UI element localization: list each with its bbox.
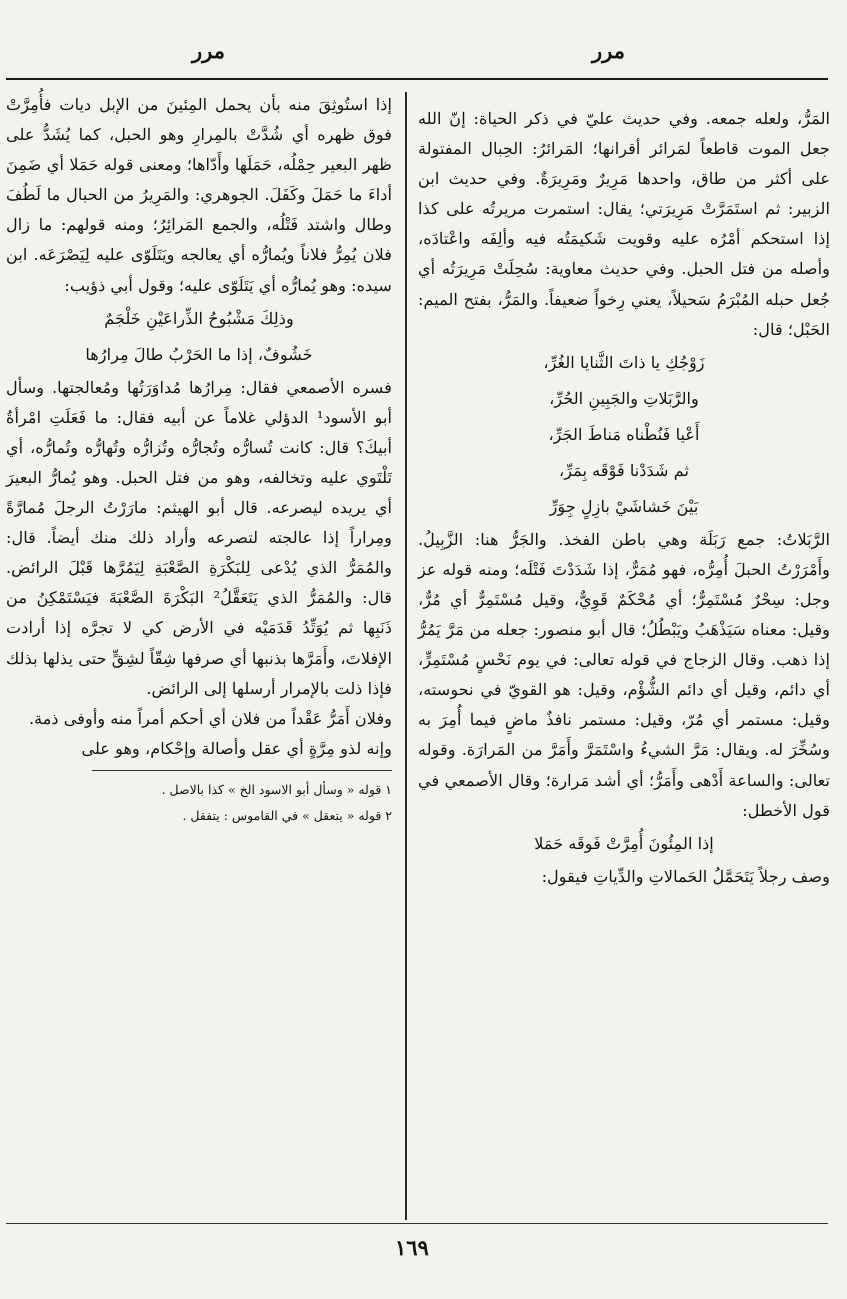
header-word-right: مرر: [592, 38, 625, 63]
right-column: [418, 104, 830, 892]
left-poem: [6, 301, 392, 373]
poem-line: بَيْنَ خَشاشَيْ بازِلٍ جِوَرِّ: [549, 496, 699, 516]
poem-line: والرَّبَلاتِ والجَبِينِ الحُرِّ،: [549, 388, 699, 408]
footnotes: [6, 770, 392, 829]
page-number: ١٦٩: [395, 1235, 429, 1260]
poem-line: ثم شَدَدْنا فَوْقَه بِمَرِّ،: [559, 460, 689, 480]
left-paragraph-2: فسره الأصمعي فقال: مِرارُها مُداوَرَتُها ومُعالجتها. وسأل أبو الأسود¹ الدؤلي غلاماً عن أبيه فقال: ما فَعَلَتِ امْرأةُ أبيكَ؟ قال: كانت تُسارُّه وتُجارُّه وتُزارُّه وتُهارُّه وتُمارُّه، أي تَلْتَوي عليه وتخالفه، وهو من فتل الحبل. وهو يُمارُّ البعيرَ أي يريده ليصرعه. قال أبو الهيثم: مارَرْتُ الرجلَ مُمارَّةً ومِراراً إذا عالجته لتصرعه وأراد ذلك منك أيضاً. قال: والمُمَرُّ الذي يُدْعى لِلبَكْرَةِ الصَّعْبَةِ لِيَمُرَّها قَبْلَ الرائض. قال: والمُمَرُّ الذي يَتَعَقَّلُ² البَكْرَةَ الصَّعْبَةَ فيَسْتَمْكِنُ من ذَنَبِها ثم يُوَتِّدُ قَدَمَيْه في الأرض كي لا تجرَّه إذا أرادت الإفلاتَ، وأَمَرَّها بذنبها أي صرفها شِقّاً لشِقٍّ حتى يذلها بذلك فإذا ذلت بالإمرار أرسلها إلى الرائض.: [6, 377, 393, 698]
left-paragraph-4: وإنه لذو مِرَّةٍ أي عقل وأصالة وإحْكام، وهو على: [81, 738, 392, 758]
right-poem: [418, 345, 830, 525]
right-paragraph-3: وصف رجلاً يَتَحَمَّلُ الحَمالاتِ والدِّياتِ فيقول:: [541, 866, 830, 886]
left-paragraph-3: وفلان أَمَرُّ عَقْداً من فلان أي أحكم أمراً منه وأوفى ذمة.: [28, 708, 392, 728]
top-rule: [6, 78, 828, 80]
footnote-2: ٢ قوله « يتعقل » في القاموس : يتفقل .: [182, 807, 392, 823]
right-paragraph-2: الرَّبَلاتُ: جمع رَبَلَة وهي باطن الفخذ. والجَرُّ هنا: الزَّبِيلُ. وأَمْرَرْتُ الحبلَ أُمِرُّه، فهو مُمَرٌّ، إذا شَدَدْتَ فَتْلَه؛ ومنه قوله عز وجل: سِحْرٌ مُسْتَمِرٌّ؛ أي مُحْكَمٌ قَوِيٌّ، وقيل مُسْتَمِرٌّ أي مُرٌّ، وقيل: معناه سَيَذْهَبُ ويَبْطُلُ؛ قال أبو منصور: جعله من مَرَّ يَمُرُّ إذا ذهب. وقال الزجاج في قوله تعالى: في يوم نَحْسٍ مُسْتَمِرٍّ، أي دائم، وقيل أي دائم الشُّؤْم، وقيل: هو القويّ في نحوسته، وقيل: مستمر أي مُرّ، وقيل: مستمر نافذٌ ماضٍ فيما أُمِرَ به وسُخِّرَ له. ويقال: مَرَّ الشيءُ واسْتَمَرَّ وأَمَرَّ من المَرارَة. وقوله تعالى: والساعة أَدْهى وأَمَرُّ؛ أي أشد مَرارة؛ وقال الأصمعي في قول الأخطل:: [418, 529, 830, 820]
left-paragraph-1: إذا استُوثِقَ منه بأن يحمل المِئينَ من الإبل ديات فأُمِرَّتْ فوق ظهره أي شُدَّتْ بالمِرارِ وهو الحبل، كما يُشَدُّ على ظهر البعير حِمْلُه، حَمَلَها وأَدّاها؛ ومعنى قوله حَمَلا أي ضَمِنَ أداءَ ما حَمَلَ وكَفَلَ. الجوهري: والمَرِيرُ من الحبال ما لَطُفَ وطال واشتد فَتْلُه، والجمع المَرائِرُ؛ ومنه قولهم: ما زال فلان يُمِرُّ فلاناً ويُمارُّه أي يعالجه ويَتَلَوّى عليه لِيَصْرَعَه. ابن سيده: وهو يُمارُّه أي يَتَلَوّى عليه؛ وقول أبي ذؤيب:: [6, 95, 392, 295]
left-column: [6, 90, 392, 829]
verse-line: إذا المِئُونَ أُمِرَّتْ فَوقَه حَمَلا: [534, 833, 714, 853]
right-verse: [418, 826, 830, 862]
poem-line: وذلِكَ مَشْبُوحُ الذِّراعَيْنِ خَلْجَمٌ: [104, 308, 294, 328]
right-paragraph-1: المَرُّ، ولعله جمعه. وفي حديث عليّ في ذكر الحياة: إنّ الله جعل الموت قاطعاً لمَرائر أقرانها؛ المَرائرُ: الحِبال المفتولة على أكثر من طاق، واحدها مَرِيرٌ ومَرِيرَةٌ. وفي حديث ابن الزبير: ثم استَمَرَّتْ مَرِيرَتي؛ يقال: استمرت مريرتُه على كذا إذا استحكم أمْرُه عليه وقويت شَكيمَتُه فيه وألِفَه واعْتادَه، وأصله من فتل الحبل. وفي حديث معاوية: سُحِلَتْ مَرِيرَتُه أي جُعل حبله المُبْرَمُ سَحيلاً، يعني رِخواً ضعيفاً. والمَرُّ، بفتح الميم: الحَبْل؛ قال:: [418, 109, 830, 339]
header-word-left: مرر: [192, 38, 225, 63]
footnote-rule: [92, 770, 392, 771]
footnote-1: ١ قوله « وسأل أبو الاسود الخ » كذا بالاصل .: [161, 781, 392, 797]
poem-line: زَوْجُكِ يا ذاتَ الثَّنايا الغُرِّ،: [543, 352, 705, 372]
poem-line: أَعْيا فَنُطْناه مَناطَ الجَرِّ،: [548, 424, 700, 444]
poem-line: خَشُوفٌ، إذا ما الحَرْبُ طالَ مِرارُها: [85, 344, 313, 364]
bottom-rule: [6, 1223, 828, 1224]
column-divider: [405, 92, 407, 1220]
